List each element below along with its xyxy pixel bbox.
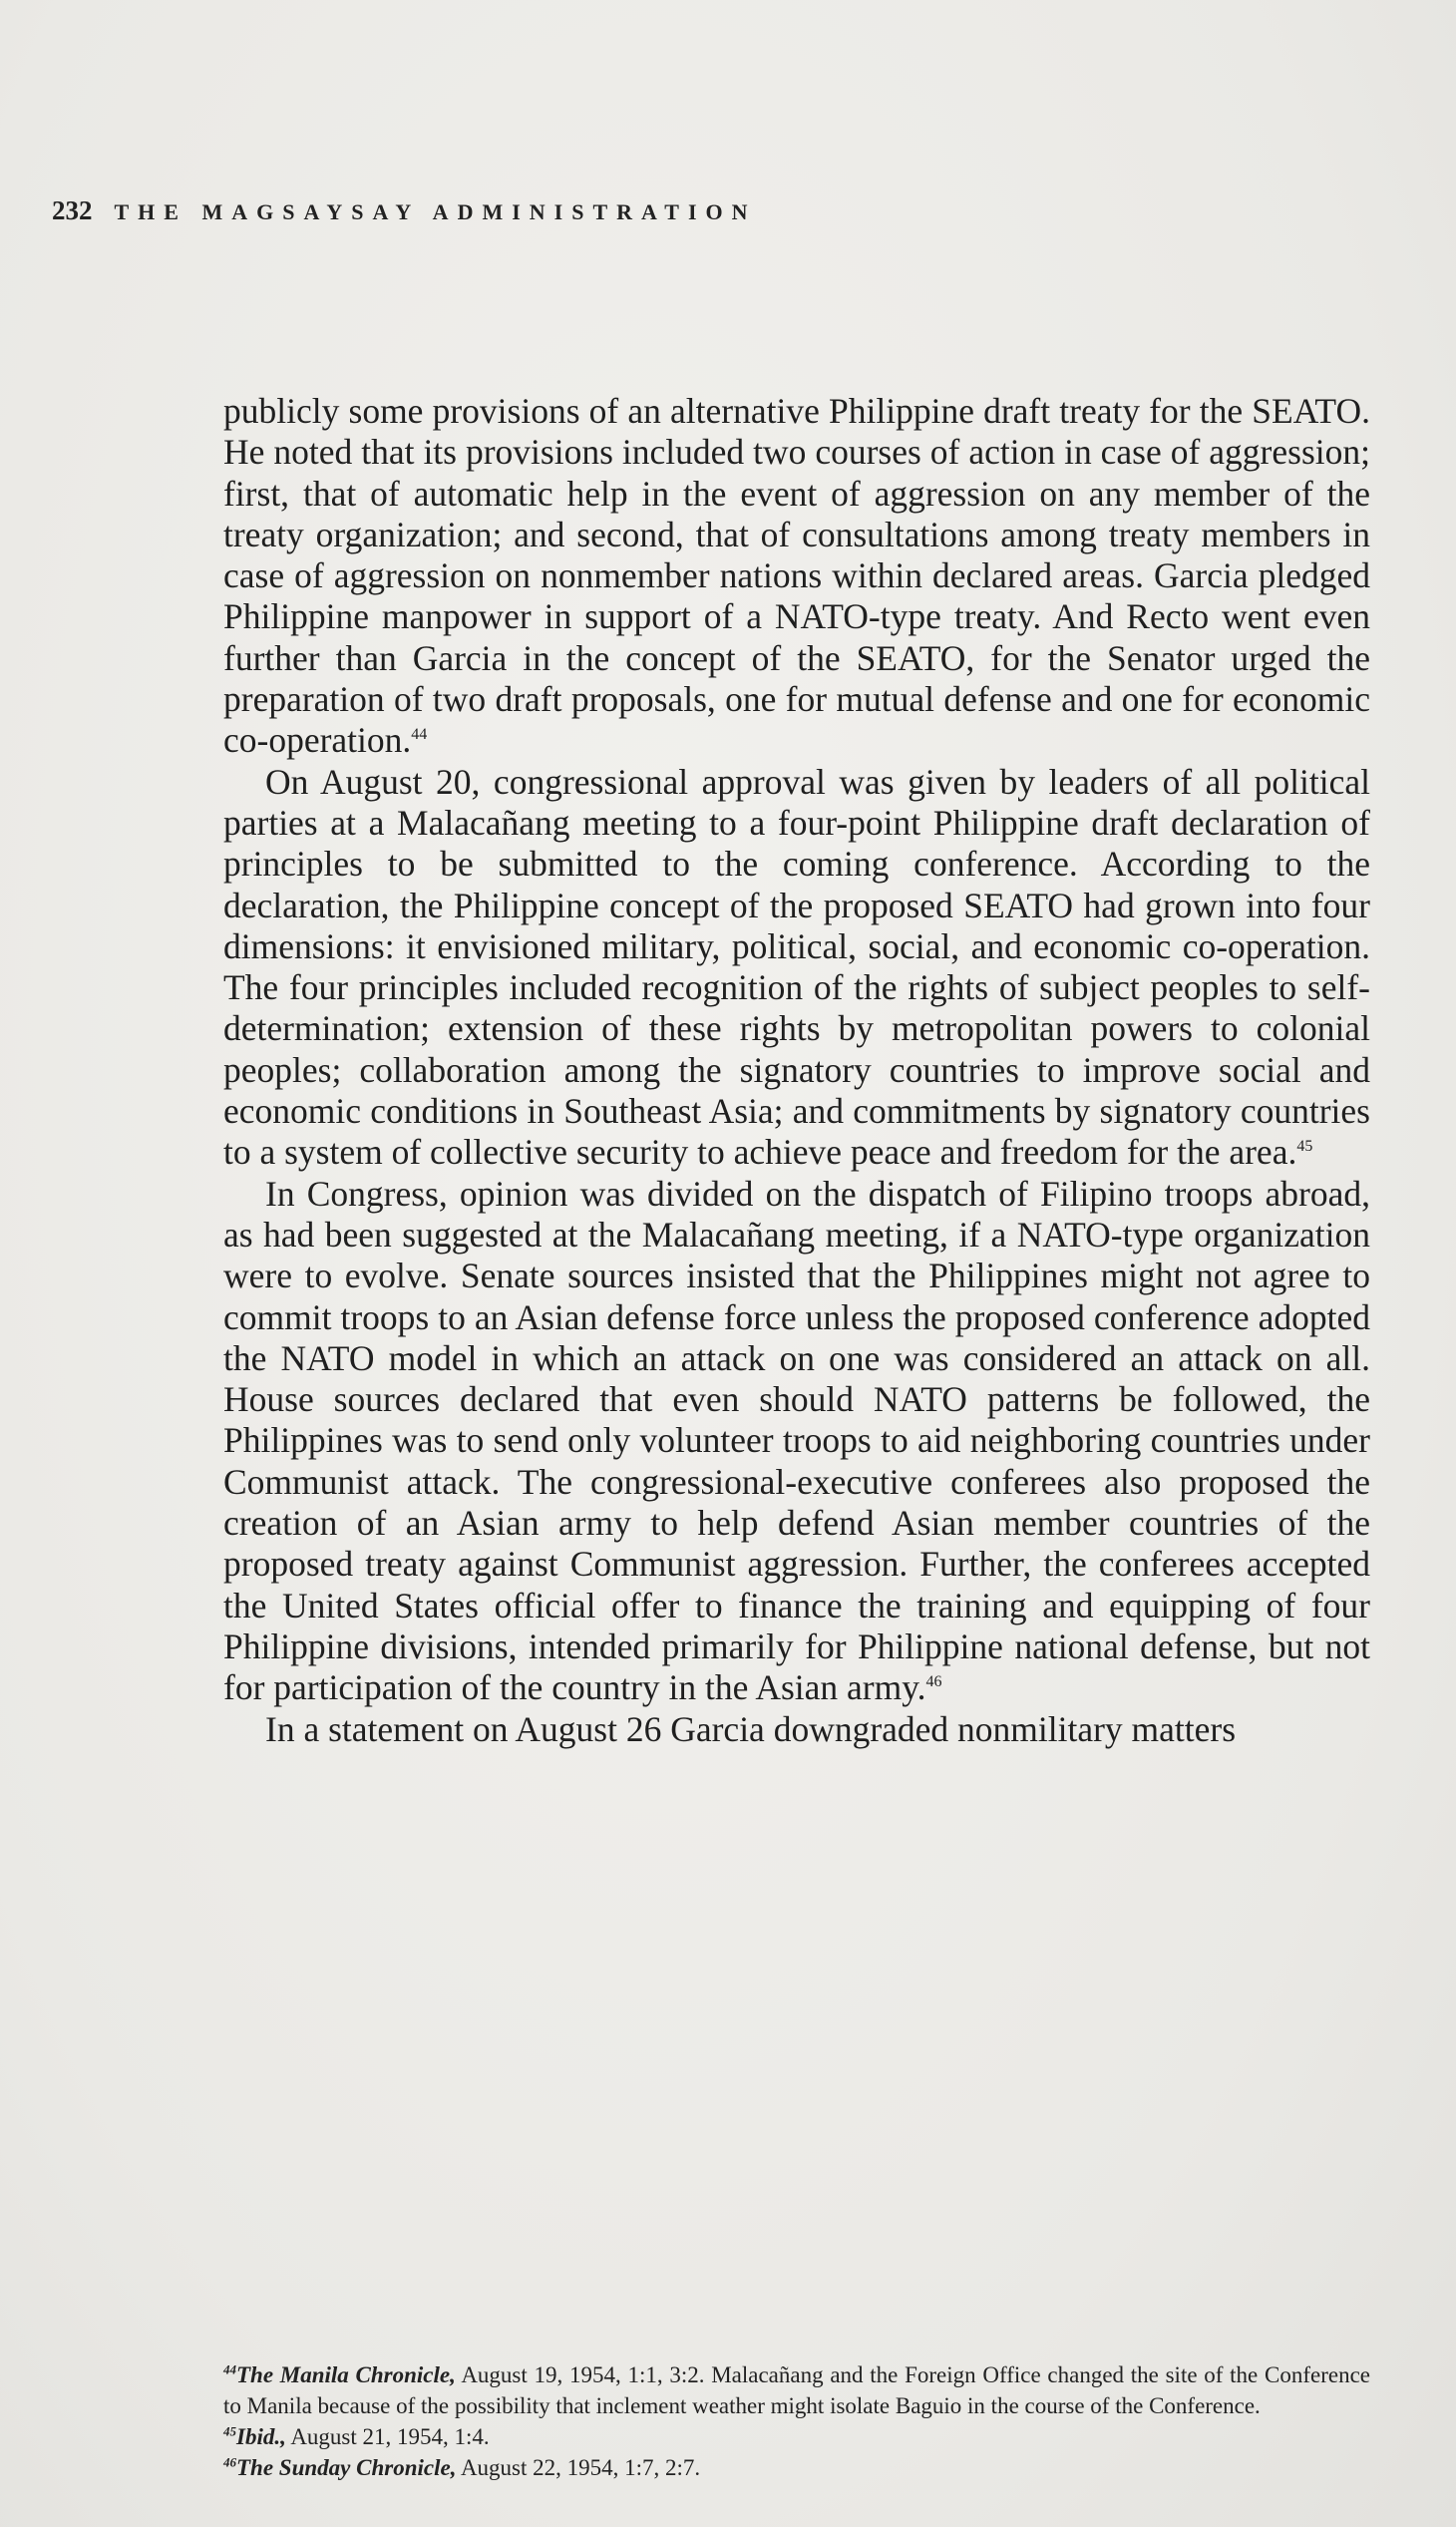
paragraph-1-text: publicly some provisions of an alternative Philippine draft treaty for the SEATO. He noted that its provisions included two courses of action in case of aggression; first, that of automatic help in the event of aggression on any member of the treaty organization; and second, that of consultations among treaty members in case of aggression on nonmember nations within declared areas. Garcia pledged Philippine manpower in support of a NATO-type treaty. And Recto went even further than Garcia in the concept of the SEATO, for the Senator urged the preparation of two draft proposals, one for mutual defense and one for economic co-operation. xyxy=(223,391,1370,761)
footnote-45 xyxy=(223,2421,1370,2452)
footnote-text: August 21, 1954, 1:4. xyxy=(285,2424,490,2449)
note-ref-46: 46 xyxy=(925,1673,942,1691)
note-ref-45: 45 xyxy=(1296,1138,1313,1156)
footnote-number: 44 xyxy=(223,2361,236,2377)
running-head xyxy=(52,195,757,226)
note-ref-44: 44 xyxy=(411,726,428,744)
footnote-source: The Sunday Chronicle, xyxy=(236,2455,457,2480)
paragraph-2-text: On August 20, congressional approval was given by leaders of all political parties at a Malacañang meeting to a four-point Philippine draft declaration of principles to be submitted to the coming conference. According to the declaration, the Philippine concept of the proposed SEATO had grown into four dimensions: it envisioned military, political, social, and economic co-operation. The four principles included recognition of the rights of subject peoples to self-determination; extension of these rights by metropolitan powers to colonial peoples; collaboration among the signatory countries to improve social and economic conditions in Southeast Asia; and commitments by signatory countries to a system of collective security to achieve peace and freedom for the area. xyxy=(223,761,1370,1173)
body-text xyxy=(223,391,1370,1750)
paragraph-3-text: In Congress, opinion was divided on the dispatch of Filipino troops abroad, as had been suggested at the Malacañang meeting, if a NATO-type organization were to evolve. Senate sources insisted that the Philippines might not agree to commit troops to an Asian defense force unless the proposed conference adopted the NATO model in which an attack on one was considered an attack on all. House sources declared that even should NATO patterns be followed, the Philippines was to send only volunteer troops to aid neighboring countries under Communist attack. The congressional-executive conferees also proposed the creation of an Asian army to help defend Asian member countries of the proposed treaty against Communist aggression. Further, the conferees accepted the United States official offer to finance the training and equipping of four Philippine divisions, intended primarily for Philippine national defense, but not for participation of the country in the Asian army. xyxy=(223,1173,1370,1708)
paragraph-4 xyxy=(223,1709,1370,1750)
footnotes xyxy=(223,2359,1370,2483)
paragraph-3 xyxy=(223,1174,1370,1709)
running-head-title: THE MAGSAYSAY ADMINISTRATION xyxy=(114,199,757,224)
footnote-text: August 22, 1954, 1:7, 2:7. xyxy=(456,2455,701,2480)
footnote-number: 46 xyxy=(223,2454,236,2470)
footnote-44 xyxy=(223,2359,1370,2421)
paragraph-2 xyxy=(223,762,1370,1174)
paragraph-1 xyxy=(223,391,1370,762)
footnote-source: The Manila Chronicle, xyxy=(236,2362,456,2387)
footnote-46 xyxy=(223,2452,1370,2483)
footnote-source: Ibid., xyxy=(236,2424,286,2449)
paragraph-4-text: In a statement on August 26 Garcia downgraded nonmilitary matters xyxy=(265,1708,1237,1749)
footnote-text: August 19, 1954, 1:1, 3:2. Malacañang and the Foreign Office changed the site of the Conference to Manila because of the possibility that inclement weather might isolate Baguio in the course of the Conference. xyxy=(223,2362,1370,2418)
footnote-number: 45 xyxy=(223,2423,236,2439)
page-number: 232 xyxy=(52,195,93,225)
